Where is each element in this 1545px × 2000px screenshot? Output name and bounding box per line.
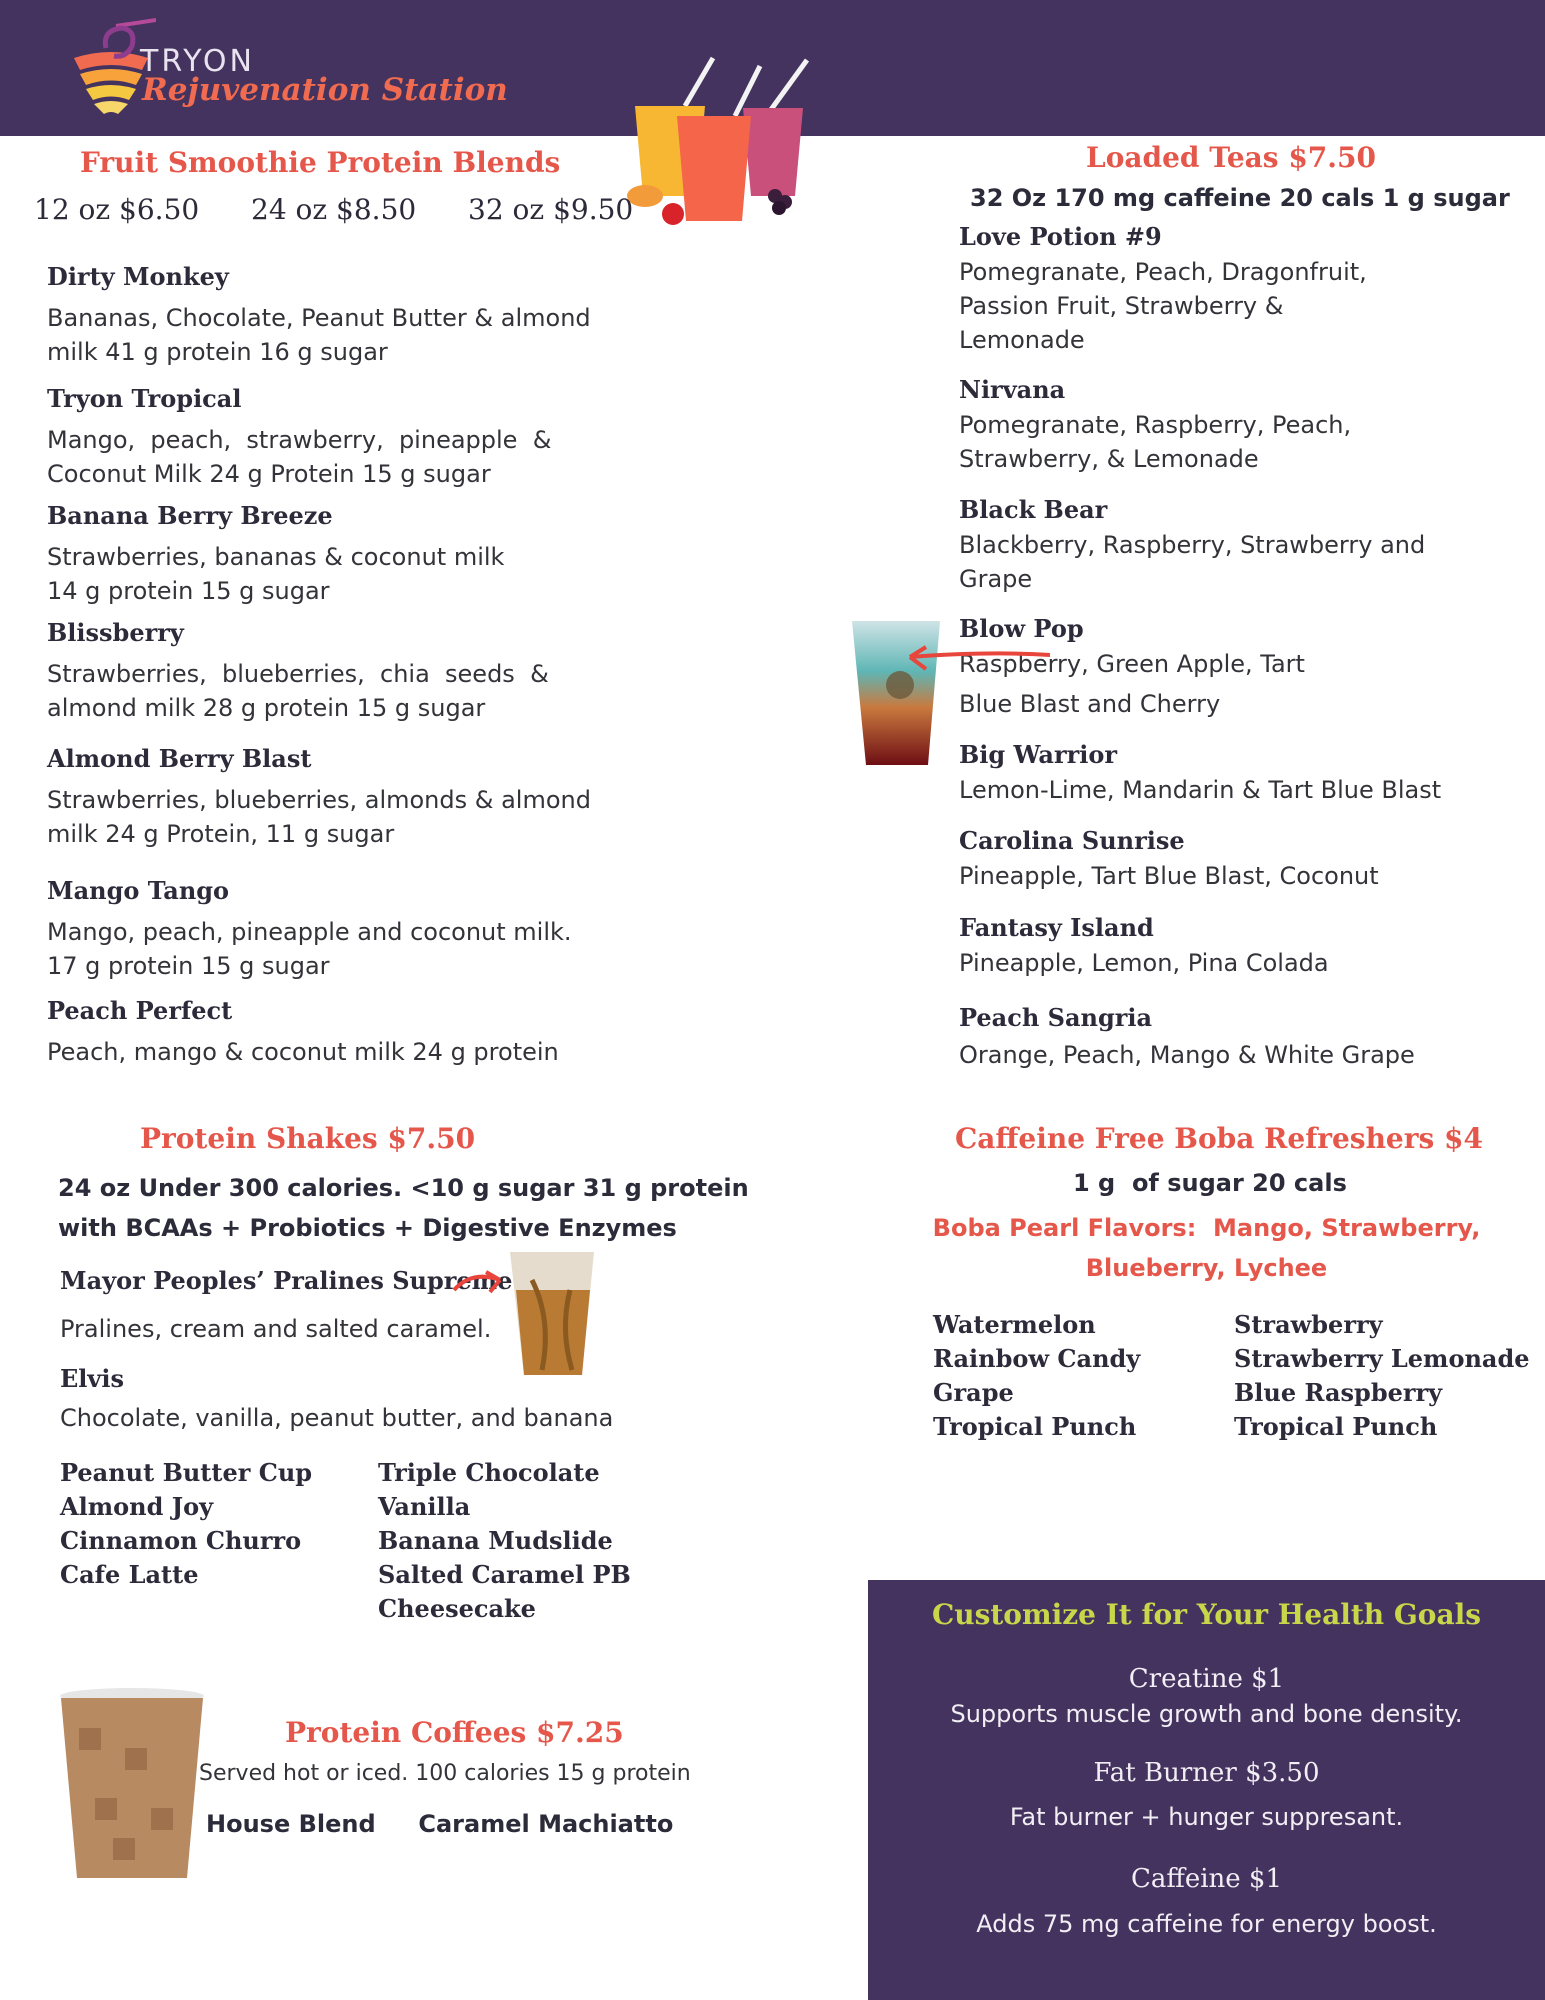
- shakes-title: Protein Shakes $7.50: [140, 1122, 476, 1155]
- item-desc: Pineapple, Tart Blue Blast, Coconut: [959, 862, 1379, 890]
- item-name: Mango Tango: [47, 876, 230, 905]
- item-desc: Blackberry, Raspberry, Strawberry and: [959, 531, 1426, 559]
- addon-desc: Adds 75 mg caffeine for energy boost.: [976, 1910, 1437, 1938]
- item-name: Dirty Monkey: [47, 262, 229, 291]
- boba-flavor: Tropical Punch: [1234, 1412, 1438, 1441]
- smoothie-item: [47, 996, 647, 1069]
- item-name: Blow Pop: [959, 614, 1084, 643]
- boba-flavor: Grape: [933, 1378, 1014, 1407]
- tea-item: [959, 1003, 1519, 1072]
- addon-name: Fat Burner $3.50: [1093, 1758, 1320, 1788]
- shakes-info-line2: with BCAAs + Probiotics + Digestive Enzymes: [58, 1214, 677, 1242]
- coffee-flavor: House Blend: [206, 1810, 376, 1838]
- shake-flavor: Cheesecake: [378, 1594, 536, 1623]
- boba-flavor: Strawberry Lemonade: [1234, 1344, 1530, 1373]
- item-name: Blissberry: [47, 618, 184, 647]
- item-desc: 17 g protein 15 g sugar: [47, 952, 330, 980]
- item-desc: Pralines, cream and salted caramel.: [60, 1315, 492, 1343]
- tea-item: [959, 375, 1519, 476]
- item-name: Big Warrior: [959, 740, 1118, 769]
- item-desc: Strawberry, & Lemonade: [959, 445, 1259, 473]
- smoothie-prices: [34, 193, 633, 226]
- shake-flavor: Cinnamon Churro: [60, 1526, 302, 1555]
- item-desc: 14 g protein 15 g sugar: [47, 577, 330, 605]
- smoothie-item: [47, 618, 627, 725]
- shake-flavor: Banana Mudslide: [378, 1526, 613, 1555]
- boba-info: 1 g of sugar 20 cals: [1073, 1169, 1347, 1197]
- iced-coffee-cup-image: [55, 1688, 210, 1888]
- boba-flavor-col1: [933, 1308, 1140, 1444]
- teas-subtitle: 32 Oz 170 mg caffeine 20 cals 1 g sugar: [970, 184, 1510, 212]
- item-name: Carolina Sunrise: [959, 826, 1185, 855]
- tea-item: [959, 222, 1519, 357]
- smoothie-item: [47, 501, 627, 608]
- boba-title: Caffeine Free Boba Refreshers $4: [955, 1122, 1483, 1155]
- item-desc: Raspberry, Green Apple, Tart: [959, 650, 1305, 678]
- boba-flavor: Tropical Punch: [933, 1412, 1137, 1441]
- smoothie-cups-image: [625, 56, 810, 231]
- item-name: Peach Sangria: [959, 1003, 1153, 1032]
- shake-flavor: Cafe Latte: [60, 1560, 199, 1589]
- item-name: Elvis: [60, 1364, 124, 1393]
- tea-item: [959, 913, 1519, 980]
- boba-flavor: Watermelon: [933, 1310, 1096, 1339]
- smoothie-item: [47, 384, 627, 491]
- boba-flavor: Strawberry: [1234, 1310, 1383, 1339]
- brand-name-top: TRYON: [140, 44, 255, 79]
- item-desc: Mango, peach, strawberry, pineapple &: [47, 426, 552, 454]
- boba-flavor: Rainbow Candy: [933, 1344, 1141, 1373]
- item-name: Mayor Peoples’ Pralines Supreme: [60, 1266, 513, 1295]
- shake-flavor: Almond Joy: [60, 1492, 214, 1521]
- item-desc: Orange, Peach, Mango & White Grape: [959, 1041, 1415, 1069]
- addon-desc: Fat burner + hunger suppresant.: [1009, 1803, 1404, 1831]
- item-name: Fantasy Island: [959, 913, 1154, 942]
- customize-title: Customize It for Your Health Goals: [931, 1598, 1482, 1631]
- item-name: Tryon Tropical: [47, 384, 242, 413]
- shakes-flavor-col1: [60, 1456, 312, 1592]
- boba-flavor: Blue Raspberry: [1234, 1378, 1443, 1407]
- addon-name: Creatine $1: [1128, 1664, 1285, 1694]
- tea-item: [959, 826, 1519, 893]
- smoothies-title: Fruit Smoothie Protein Blends: [80, 146, 561, 179]
- item-desc: Blue Blast and Cherry: [959, 690, 1221, 718]
- item-desc: Mango, peach, pineapple and coconut milk.: [47, 918, 572, 946]
- item-desc: Pomegranate, Peach, Dragonfruit,: [959, 258, 1367, 286]
- addon-desc: Supports muscle growth and bone density.: [950, 1700, 1463, 1728]
- coffees-info: Served hot or iced. 100 calories 15 g protein: [199, 1761, 691, 1786]
- loaded-tea-cup-image: [850, 615, 1060, 770]
- item-desc: Strawberries, blueberries, almonds & almond: [47, 786, 591, 814]
- item-name: Almond Berry Blast: [47, 744, 312, 773]
- item-desc: Pineapple, Lemon, Pina Colada: [959, 949, 1329, 977]
- item-desc: Lemon-Lime, Mandarin & Tart Blue Blast: [959, 776, 1442, 804]
- shake-flavor: Salted Caramel PB: [378, 1560, 631, 1589]
- teas-title: Loaded Teas $7.50: [1086, 141, 1376, 174]
- coffees-title: Protein Coffees $7.25: [285, 1716, 624, 1749]
- item-desc: Peach, mango & coconut milk 24 g protein: [47, 1038, 559, 1066]
- price-32oz: 32 oz $9.50: [468, 193, 634, 226]
- boba-pearl-line: Boba Pearl Flavors: Mango, Strawberry,: [932, 1214, 1481, 1242]
- shake-flavor: Triple Chocolate: [378, 1458, 600, 1487]
- boba-flavor-col2: [1234, 1308, 1530, 1444]
- item-desc: Lemonade: [959, 326, 1085, 354]
- item-name: Peach Perfect: [47, 996, 233, 1025]
- item-desc: Strawberries, blueberries, chia seeds &: [47, 660, 549, 688]
- item-desc: Grape: [959, 565, 1033, 593]
- item-desc: almond milk 28 g protein 15 g sugar: [47, 694, 486, 722]
- price-12oz: 12 oz $6.50: [34, 193, 200, 226]
- shakes-flavor-col2: [378, 1456, 631, 1626]
- item-desc: milk 41 g protein 16 g sugar: [47, 338, 388, 366]
- item-desc: Chocolate, vanilla, peanut butter, and banana: [60, 1404, 614, 1432]
- addon-name: Caffeine $1: [1130, 1864, 1283, 1894]
- item-desc: milk 24 g Protein, 11 g sugar: [47, 820, 395, 848]
- protein-shake-cup-image: [452, 1250, 597, 1380]
- item-desc: Strawberries, bananas & coconut milk: [47, 543, 505, 571]
- brand-name-bottom: Rejuvenation Station: [142, 72, 508, 108]
- boba-pearl-line: Blueberry, Lychee: [1085, 1254, 1328, 1282]
- item-desc: Coconut Milk 24 g Protein 15 g sugar: [47, 460, 491, 488]
- boba-pearl-flavors: [868, 1208, 1545, 1288]
- shake-flavor: Peanut Butter Cup: [60, 1458, 313, 1487]
- smoothie-item: [47, 744, 627, 851]
- item-desc: Pomegranate, Raspberry, Peach,: [959, 411, 1352, 439]
- item-desc: Bananas, Chocolate, Peanut Butter & almond: [47, 304, 591, 332]
- item-name: Nirvana: [959, 375, 1066, 404]
- shake-flavor: Vanilla: [378, 1492, 471, 1521]
- item-name: Love Potion #9: [959, 222, 1162, 251]
- coffee-flavors: [206, 1810, 673, 1838]
- coffee-flavor: Caramel Machiatto: [418, 1810, 674, 1838]
- shakes-info-line1: 24 oz Under 300 calories. <10 g sugar 31 g protein: [58, 1174, 749, 1202]
- item-name: Black Bear: [959, 495, 1108, 524]
- smoothie-item: [47, 262, 627, 369]
- item-name: Banana Berry Breeze: [47, 501, 333, 530]
- price-24oz: 24 oz $8.50: [251, 193, 417, 226]
- smoothie-item: [47, 876, 627, 983]
- tea-item: [959, 495, 1519, 596]
- item-desc: Passion Fruit, Strawberry &: [959, 292, 1284, 320]
